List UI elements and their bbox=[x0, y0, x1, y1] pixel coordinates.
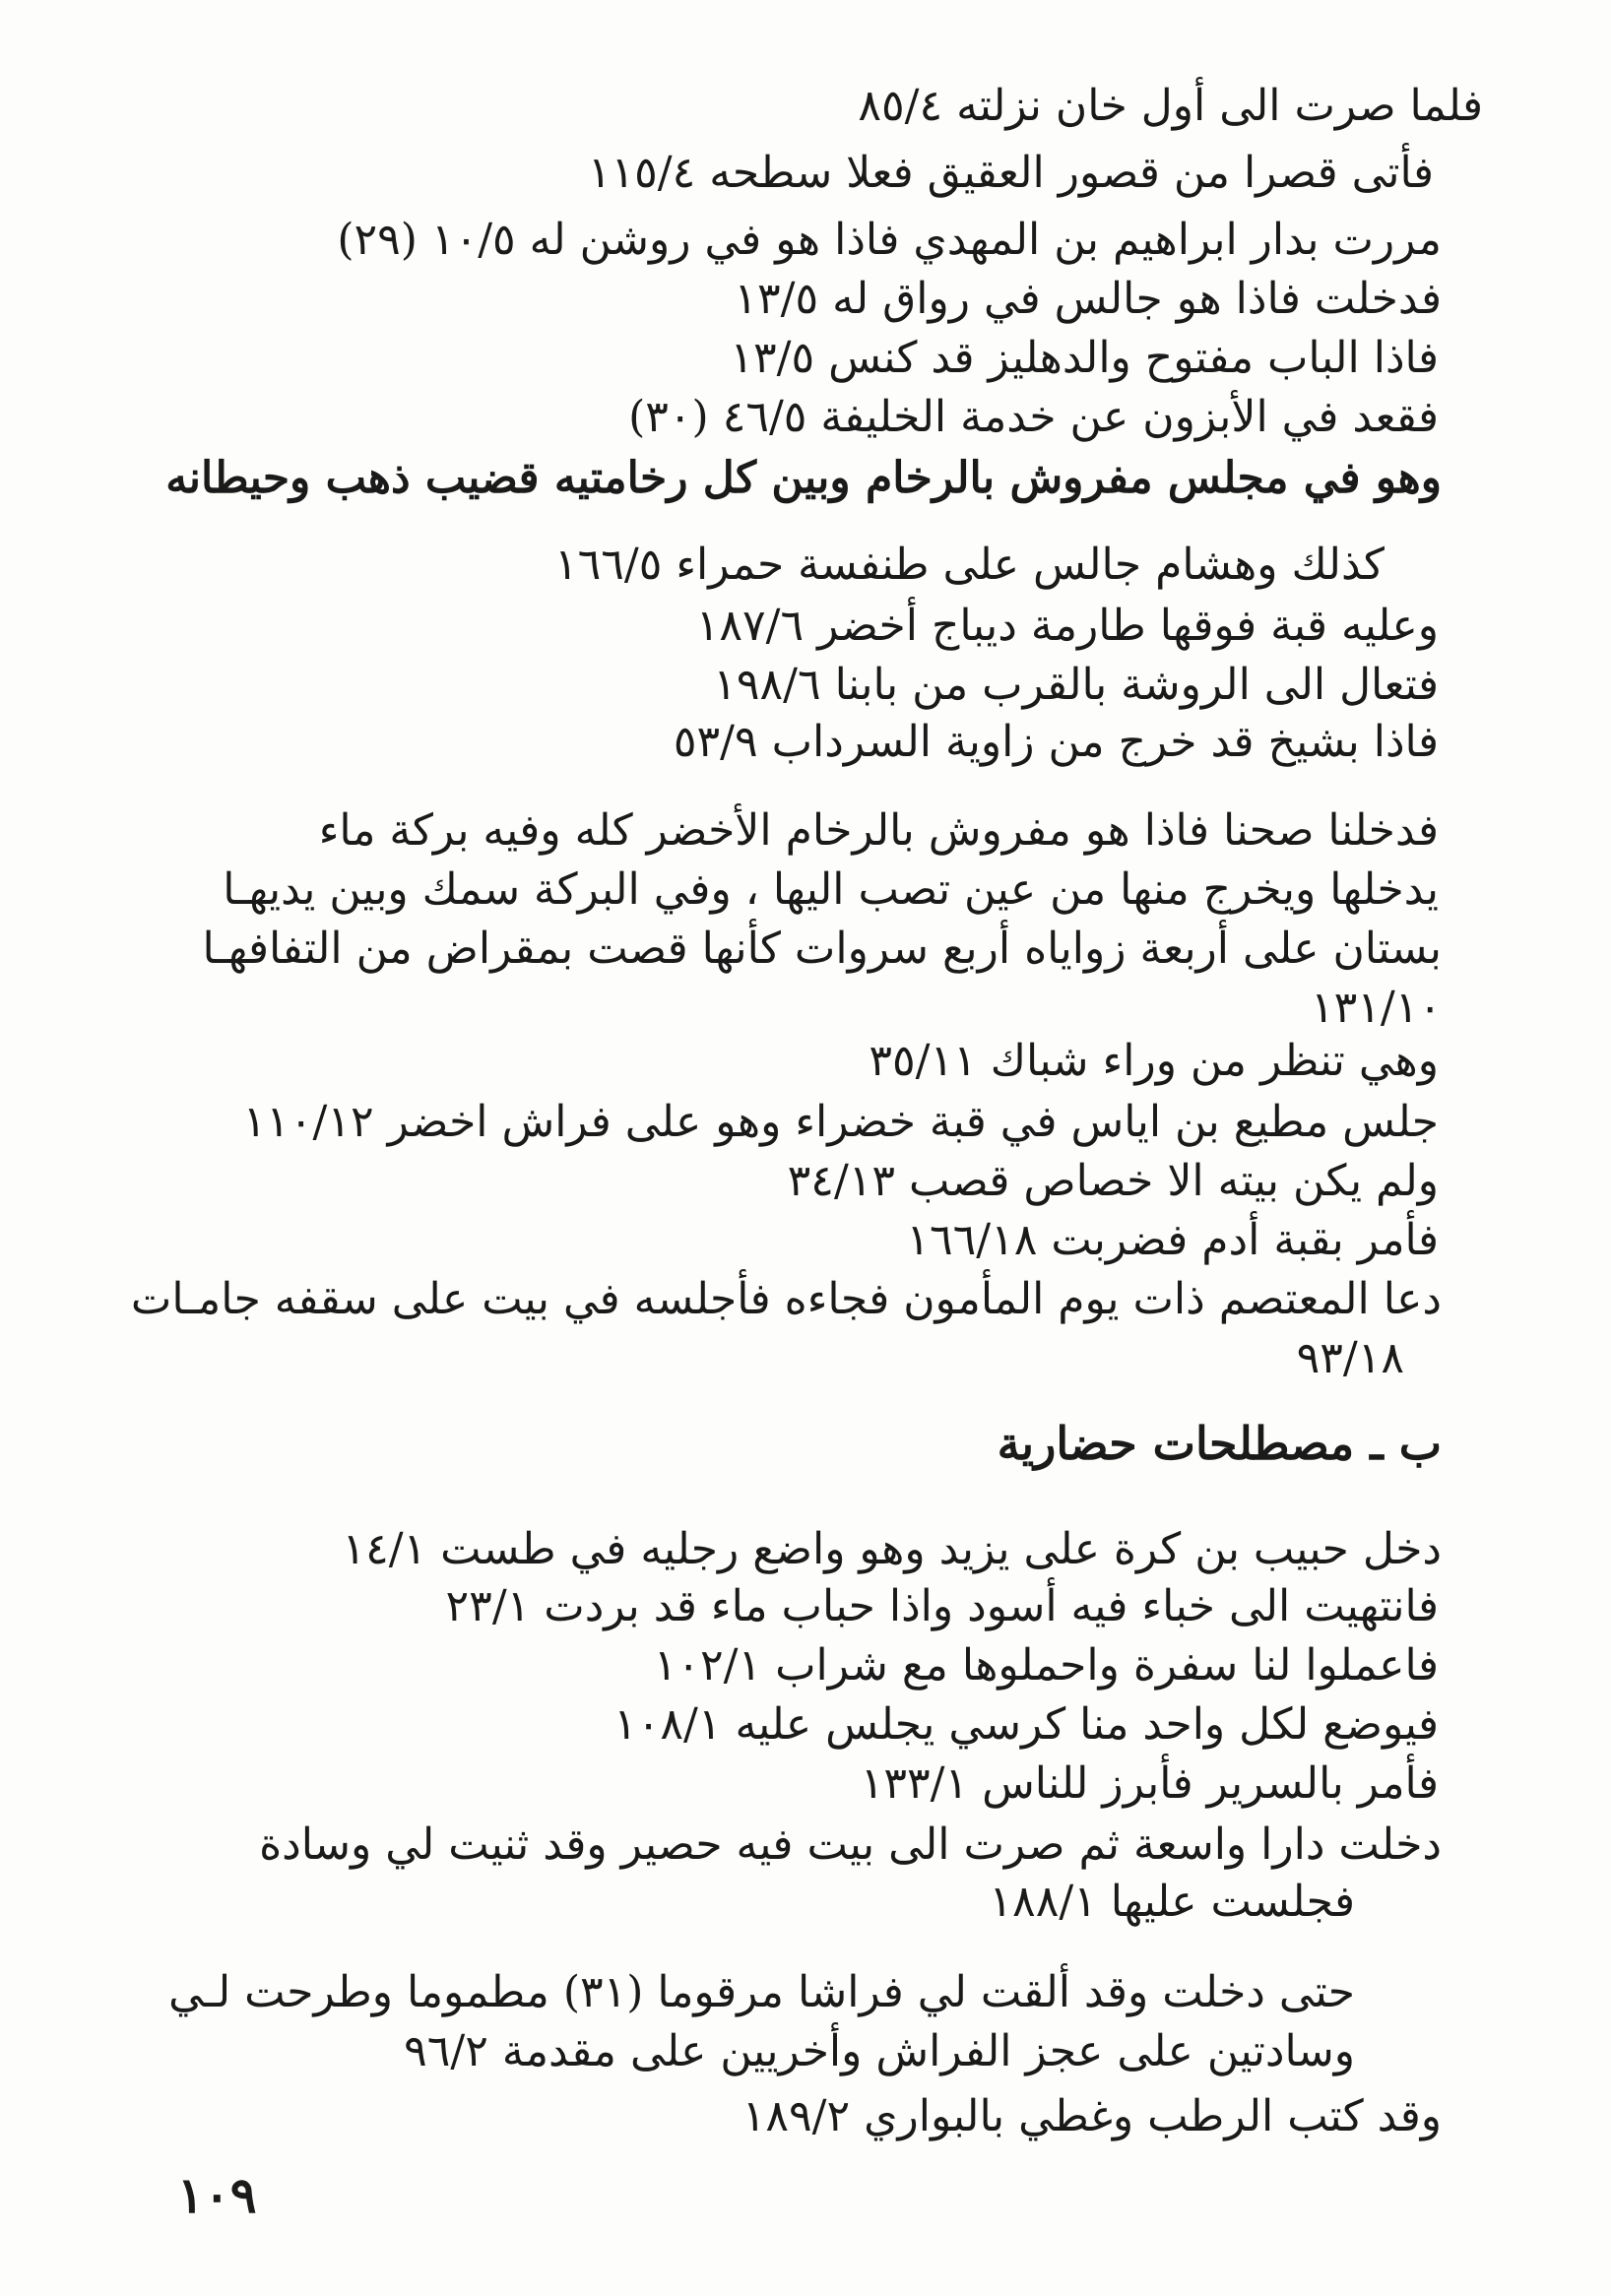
text-line: وعليه قبة فوقها طارمة ديباج أخضر ١٨٧/٦ bbox=[695, 601, 1439, 651]
text-line: ولم يكن بيته الا خصاص قصب ٣٤/١٣ bbox=[787, 1156, 1439, 1206]
page-number: ١٠٩ bbox=[177, 2166, 257, 2224]
text-line: فقعد في الأبزون عن خدمة الخليفة ٤٦/٥ (٣٠) bbox=[628, 392, 1439, 442]
text-line: فدخلنا صحنا فاذا هو مفروش بالرخام الأخضر كله وفيه بركة ماء bbox=[318, 805, 1439, 856]
text-line: وهي تنظر من وراء شباك ٣٥/١١ bbox=[869, 1036, 1439, 1086]
text-line: ١٣١/١٠ bbox=[1311, 983, 1442, 1033]
text-line: فتعال الى الروشة بالقرب من بابنا ١٩٨/٦ bbox=[713, 660, 1439, 710]
text-line: مررت بدار ابراهيم بن المهدي فاذا هو في روشن له ١٠/٥ (٢٩) bbox=[337, 215, 1442, 265]
text-line: دخلت دارا واسعة ثم صرت الى بيت فيه حصير وقد ثنيت لي وسادة bbox=[259, 1819, 1442, 1870]
text-line: حتى دخلت وقد ألقت لي فراشا مرقوما (٣١) مطموما وطرحت لـي bbox=[168, 1967, 1355, 2017]
text-line: فجلست عليها ١٨٨/١ bbox=[989, 1877, 1355, 1927]
text-line: فيوضع لكل واحد منا كرسي يجلس عليه ١٠٨/١ bbox=[613, 1699, 1439, 1750]
text-line: وقد كتب الرطب وغطي بالبواري ١٨٩/٢ bbox=[741, 2091, 1442, 2141]
text-line: فاعملوا لنا سفرة واحملوها مع شراب ١٠٢/١ bbox=[653, 1640, 1439, 1690]
text-line: بستان على أربعة زواياه أربع سروات كأنها قصت بمقراض من التفافهـا bbox=[202, 924, 1442, 974]
text-line: دعا المعتصم ذات يوم المأمون فجاءه فأجلسه في بيت على سقفه جامـات bbox=[130, 1274, 1442, 1324]
text-line: فلما صرت الى أول خان نزلته ٨٥/٤ bbox=[858, 81, 1483, 131]
text-line: فأتى قصرا من قصور العقيق فعلا سطحه ١١٥/٤ bbox=[587, 148, 1434, 198]
text-line: كذلك وهشام جالس على طنفسة حمراء ١٦٦/٥ bbox=[554, 540, 1385, 590]
text-line: يدخلها ويخرج منها من عين تصب اليها ، وفي البركة سمك وبين يديهـا bbox=[223, 864, 1439, 915]
text-line: وهو في مجلس مفروش بالرخام وبين كل رخامتيه قضيب ذهب وحيطانه bbox=[165, 453, 1442, 503]
text-line: فأمر بقبة أدم فضربت ١٦٦/١٨ bbox=[906, 1215, 1439, 1265]
text-line: جلس مطيع بن اياس في قبة خضراء وهو على فراش اخضر ١١٠/١٢ bbox=[242, 1097, 1439, 1147]
section-heading: ب ـ مصطلحات حضارية bbox=[997, 1417, 1442, 1470]
text-line: فاذا الباب مفتوح والدهليز قد كنس ١٣/٥ bbox=[730, 333, 1439, 383]
text-line: فانتهيت الى خباء فيه أسود واذا حباب ماء قد بردت ٢٣/١ bbox=[445, 1581, 1439, 1631]
text-line: فأمر بالسرير فأبرز للناس ١٣٣/١ bbox=[860, 1758, 1439, 1809]
text-line: ٩٣/١٨ bbox=[1296, 1333, 1404, 1383]
text-line: فاذا بشيخ قد خرج من زاوية السرداب ٥٣/٩ bbox=[673, 717, 1439, 767]
text-line: فدخلت فاذا هو جالس في رواق له ١٣/٥ bbox=[734, 274, 1442, 324]
text-line: دخل حبيب بن كرة على يزيد وهو واضع رجليه في طست ١٤/١ bbox=[342, 1524, 1442, 1574]
text-line: وسادتين على عجز الفراش وأخريين على مقدمة ٩٦/٢ bbox=[404, 2026, 1355, 2076]
